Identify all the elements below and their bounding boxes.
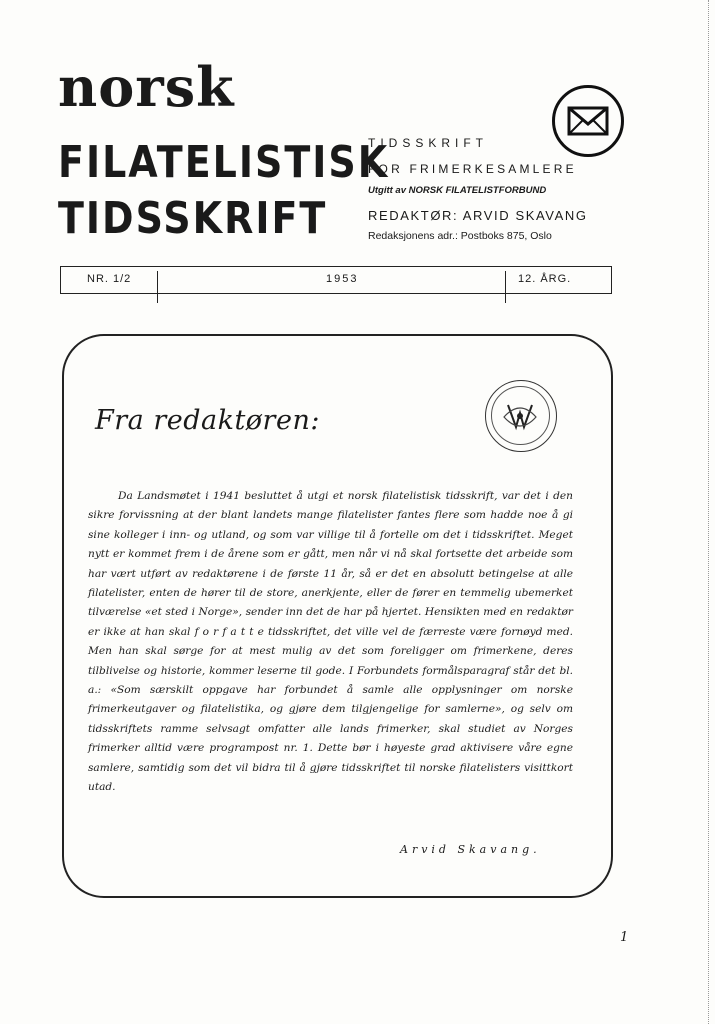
page-number: 1	[620, 930, 629, 945]
subtitle-tidsskrift: TIDSSKRIFT	[368, 136, 489, 150]
issue-volume: 12. ÅRG.	[518, 273, 572, 285]
masthead-tidsskrift: TIDSSKRIFT	[58, 192, 328, 244]
masthead-norsk: norsk	[58, 55, 235, 119]
issue-divider	[505, 271, 506, 303]
editorial-paragraph: Da Landsmøtet i 1941 besluttet å utgi et norsk filatelistisk tidsskrift, var det i den sikre forvissning at der blant landets mange filatelister fantes flere som hadde noe å gi sine kolleger i inn- og utland, og som var villige til å fortelle om det i tidsskriftet. Meget nytt er kommet frem i de årene som er gått, men når vi nå skal fortsette det arbeide som har vært utført av redaktørene i de første 11 år, så er det en absolutt betingelse at alle filatelister, enten de hører til de store, anerkjente, eller de fører en temmelig ubemerket tilværelse «et sted i Norge», sender inn det de har på hjertet. Hensikten med en redaktør er ikke at han skal f o r f a t t e tidsskriftet, det ville vel de færreste være fornøyd med. Men han skal sørge for at mest mulig av det som foreligger om frimerkene, deres tilblivelse og historie, kommer leserne til gode. I Forbundets formålsparagraf står det bl. a.: «Som særskilt oppgave har forbundet å samle alle opplysninger om norske frimerkeutgaver og filatelistika, og gjøre dem tilgjengelige for samlerne», og selv om tidsskriftets ramme selvsagt omfatter alle lands frimerker, skal studiet av Norges frimerker alltid være programpost nr. 1. Dette bør i høyeste grad aktivisere våre egne samlere, samtidig som det vil bidra til å gjøre tidsskriftet til norske filatelisters visittkort utad.	[88, 490, 573, 794]
subtitle-address: Redaksjonens adr.: Postboks 875, Oslo	[368, 230, 552, 242]
issue-divider	[157, 271, 158, 303]
monogram-seal-icon	[485, 380, 557, 452]
page-edge	[708, 0, 709, 1024]
issue-number: NR. 1/2	[87, 273, 132, 285]
subtitle-publisher: Utgitt av NORSK FILATELISTFORBUND	[368, 185, 547, 196]
issue-bar	[60, 266, 612, 294]
envelope-icon	[552, 85, 624, 157]
subtitle-for-frimerkesamlere: FOR FRIMERKESAMLERE	[368, 162, 577, 176]
subtitle-editor: REDAKTØR: ARVID SKAVANG	[368, 208, 588, 223]
editorial-body	[88, 487, 573, 798]
masthead-filatelistisk: FILATELISTISK	[58, 136, 390, 188]
editorial-signature: Arvid Skavang.	[400, 843, 541, 856]
issue-year: 1953	[326, 273, 359, 285]
editorial-heading: Fra redaktøren:	[95, 405, 320, 436]
